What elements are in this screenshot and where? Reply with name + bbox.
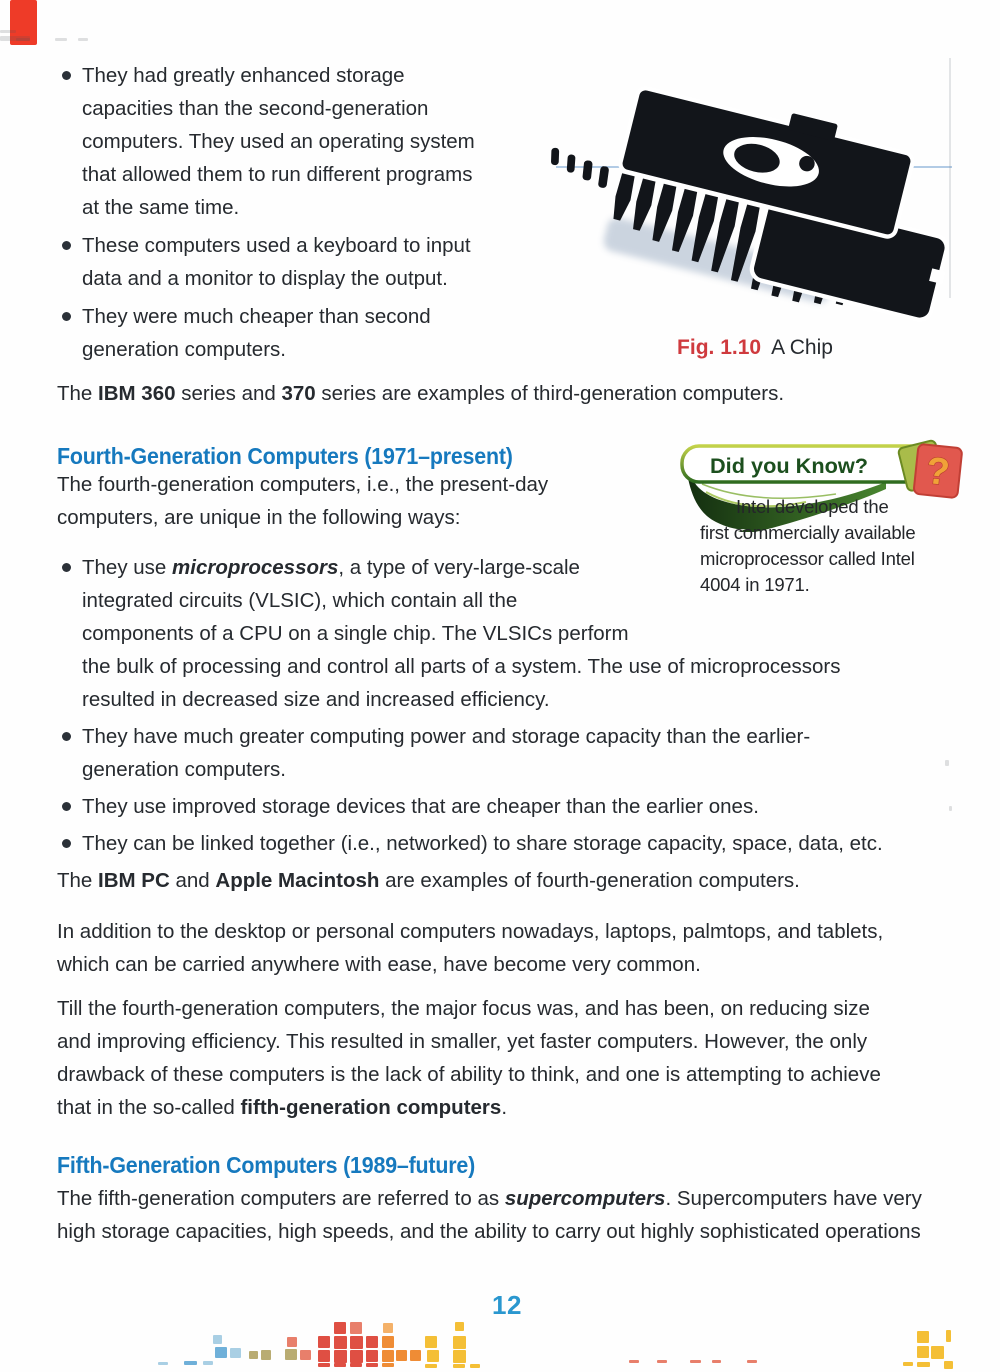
pixel-decoration-block xyxy=(285,1349,297,1360)
pixel-decoration-block xyxy=(350,1336,363,1349)
pixel-decoration-block xyxy=(396,1350,407,1361)
pixel-decoration-block xyxy=(287,1337,297,1347)
text-line: first commercially available xyxy=(700,522,916,543)
third-gen-bullet-list xyxy=(57,59,557,366)
bullet-item xyxy=(57,59,557,224)
pixel-decoration-block xyxy=(158,1362,168,1365)
pixel-decoration-block xyxy=(318,1336,330,1348)
pixel-decoration-block xyxy=(453,1350,466,1363)
text-line: capacities than the second-generation xyxy=(82,97,429,120)
text-segment: IBM PC xyxy=(98,869,170,892)
text-line: high storage capacities, high speeds, and the ability to carry out highly sophisticated operations xyxy=(57,1220,921,1243)
text-line: the bulk of processing and control all parts of a system. The use of microprocessors xyxy=(82,655,841,678)
text-segment: and xyxy=(169,869,216,892)
text-line: at the same time. xyxy=(82,196,240,219)
text-line xyxy=(57,1091,957,1124)
fourth-gen-intro xyxy=(57,468,667,534)
text-line: Till the fourth-generation computers, the major focus was, and has been, on reducing size xyxy=(57,997,870,1020)
pixel-decoration-block xyxy=(917,1331,929,1343)
did-you-know-title: Did you Know? xyxy=(710,455,868,478)
pixel-decoration-block xyxy=(453,1336,466,1349)
pixel-decoration-block xyxy=(184,1361,197,1365)
text-line: and improving efficiency. This resulted in smaller, yet faster computers. However, the only xyxy=(57,1030,868,1053)
pixel-decoration-block xyxy=(657,1360,667,1363)
pixel-decoration-block xyxy=(917,1362,930,1367)
text-line: They had greatly enhanced storage xyxy=(82,64,405,87)
paragraph-focus xyxy=(57,992,957,1124)
figure-label: Fig. 1.10 xyxy=(677,336,762,359)
paragraph-devices xyxy=(57,915,957,981)
text-line: Intel developed the xyxy=(736,496,889,517)
text-segment: The xyxy=(57,382,99,405)
text-line: In addition to the desktop or personal computers nowadays, laptops, palmtops, and tablets, xyxy=(57,920,884,943)
fifth-gen-heading: Fifth-Generation Computers (1989–future) xyxy=(57,1152,476,1178)
text-segment: They use xyxy=(82,556,173,579)
pixel-decoration-block xyxy=(350,1350,363,1363)
chip-back-pins xyxy=(545,146,613,189)
text-segment: series and xyxy=(175,382,282,405)
pixel-decoration-block xyxy=(366,1363,378,1367)
fourth-gen-summary xyxy=(57,864,800,897)
fourth-gen-bullet-list xyxy=(57,547,957,860)
pixel-decoration-block xyxy=(747,1360,757,1363)
pixel-decoration-block xyxy=(903,1362,913,1366)
text-segment: The xyxy=(57,869,99,892)
pixel-decoration-block xyxy=(230,1348,241,1358)
text-line xyxy=(57,1182,957,1215)
text-segment: that in the so-called xyxy=(57,1096,241,1119)
text-line: resulted in decreased size and increased efficiency. xyxy=(82,688,550,711)
pixel-decoration-block xyxy=(203,1361,213,1365)
text-line: generation computers. xyxy=(82,338,286,361)
pixel-decoration-block xyxy=(425,1364,437,1368)
pixel-decoration-block xyxy=(382,1363,394,1367)
text-line: microprocessor called Intel xyxy=(700,548,915,569)
pixel-decoration-block xyxy=(334,1336,347,1349)
text-line: They have much greater computing power and storage capacity than the earlier- xyxy=(82,725,811,748)
bullet-item xyxy=(57,827,957,860)
fourth-gen-heading: Fourth-Generation Computers (1971–present) xyxy=(57,443,513,469)
text-line: They use improved storage devices that are cheaper than the earlier ones. xyxy=(82,795,759,818)
pixel-decoration-block xyxy=(470,1364,480,1368)
pixel-decoration-block xyxy=(300,1350,311,1360)
bullet-item xyxy=(57,720,957,786)
page-number: 12 xyxy=(492,1290,522,1320)
text-segment: fifth-generation computers xyxy=(240,1096,502,1119)
text-segment: microprocessors xyxy=(172,556,339,579)
pixel-decoration-block xyxy=(334,1363,346,1367)
pixel-decoration-block xyxy=(334,1350,347,1363)
text-line: They can be linked together (i.e., networked) to share storage capacity, space, data, etc. xyxy=(82,832,883,855)
pixel-decoration-block xyxy=(382,1336,394,1348)
pixel-decoration-block xyxy=(350,1363,362,1367)
text-segment: 370 xyxy=(281,382,316,405)
pixel-decoration-block xyxy=(455,1322,464,1331)
bullet-item xyxy=(57,551,957,716)
bullet-item xyxy=(57,300,557,366)
pixel-decoration-block xyxy=(410,1350,421,1361)
text-segment: are examples of fourth-generation computers. xyxy=(379,869,800,892)
question-mark-icon: ? xyxy=(924,449,952,495)
third-gen-summary xyxy=(57,377,784,410)
text-segment: . xyxy=(501,1096,508,1119)
text-line: computers, are unique in the following ways: xyxy=(57,506,461,529)
pixel-decoration-block xyxy=(425,1336,437,1348)
text-line: They were much cheaper than second xyxy=(82,305,431,328)
pixel-decoration-block xyxy=(318,1350,330,1362)
pixel-decoration-block xyxy=(261,1350,271,1360)
text-segment: series are examples of third-generation computers. xyxy=(315,382,785,405)
pixel-decoration-block xyxy=(453,1364,465,1368)
pixel-decoration-block xyxy=(931,1346,944,1359)
pixel-decoration-block xyxy=(55,38,67,41)
text-segment: The fifth-generation computers are referred to as xyxy=(57,1187,505,1210)
pixel-decoration-block xyxy=(366,1350,378,1362)
text-line xyxy=(82,551,957,584)
pixel-decoration-block xyxy=(350,1322,362,1334)
text-line: integrated circuits (VLSIC), which contain all the xyxy=(82,589,518,612)
pixel-decoration-block xyxy=(712,1360,721,1363)
text-line: 4004 in 1971. xyxy=(700,574,810,595)
text-line: components of a CPU on a single chip. The VLSICs perform xyxy=(82,622,629,645)
figure-caption-text: A Chip xyxy=(771,336,833,359)
figure-caption xyxy=(540,336,996,360)
text-line: drawback of these computers is the lack of ability to think, and one is attempting to achieve xyxy=(57,1063,881,1086)
text-segment: . Supercomputers have very xyxy=(665,1187,922,1210)
pixel-decoration-block xyxy=(383,1323,393,1333)
text-line: computers. They used an operating system xyxy=(82,130,475,153)
chip-illustration xyxy=(538,70,968,338)
text-segment: , a type of very-large-scale xyxy=(338,556,580,579)
pixel-decoration-block xyxy=(334,1322,346,1334)
pixel-decoration-block xyxy=(946,1330,951,1342)
bullet-item xyxy=(57,790,957,823)
text-segment: supercomputers xyxy=(504,1187,666,1210)
pixel-decoration-block xyxy=(382,1350,394,1362)
pixel-decoration-block xyxy=(917,1346,929,1358)
page-corner-accent xyxy=(10,0,37,45)
text-line: These computers used a keyboard to input xyxy=(82,234,471,257)
pixel-decoration-block xyxy=(78,38,88,41)
pixel-decoration-block xyxy=(249,1351,258,1359)
text-segment: IBM 360 xyxy=(98,382,176,405)
pixel-decoration-block xyxy=(944,1361,953,1369)
text-line: data and a monitor to display the output. xyxy=(82,267,448,290)
text-segment: Apple Macintosh xyxy=(215,869,380,892)
text-line: The fourth-generation computers, i.e., the present-day xyxy=(57,473,549,496)
pixel-decoration-block xyxy=(215,1347,227,1358)
pixel-decoration-block xyxy=(366,1336,378,1348)
bullet-item xyxy=(57,229,557,295)
pixel-decoration-block xyxy=(318,1363,330,1367)
pixel-decoration-block xyxy=(629,1360,639,1363)
text-line: which can be carried anywhere with ease, have become very common. xyxy=(57,953,701,976)
pixel-decoration-block xyxy=(213,1335,222,1344)
pixel-decoration-block xyxy=(690,1360,701,1363)
pixel-decoration-block xyxy=(427,1350,439,1362)
fifth-gen-paragraph xyxy=(57,1182,957,1248)
text-line: generation computers. xyxy=(82,758,286,781)
text-line: that allowed them to run different programs xyxy=(82,163,473,186)
